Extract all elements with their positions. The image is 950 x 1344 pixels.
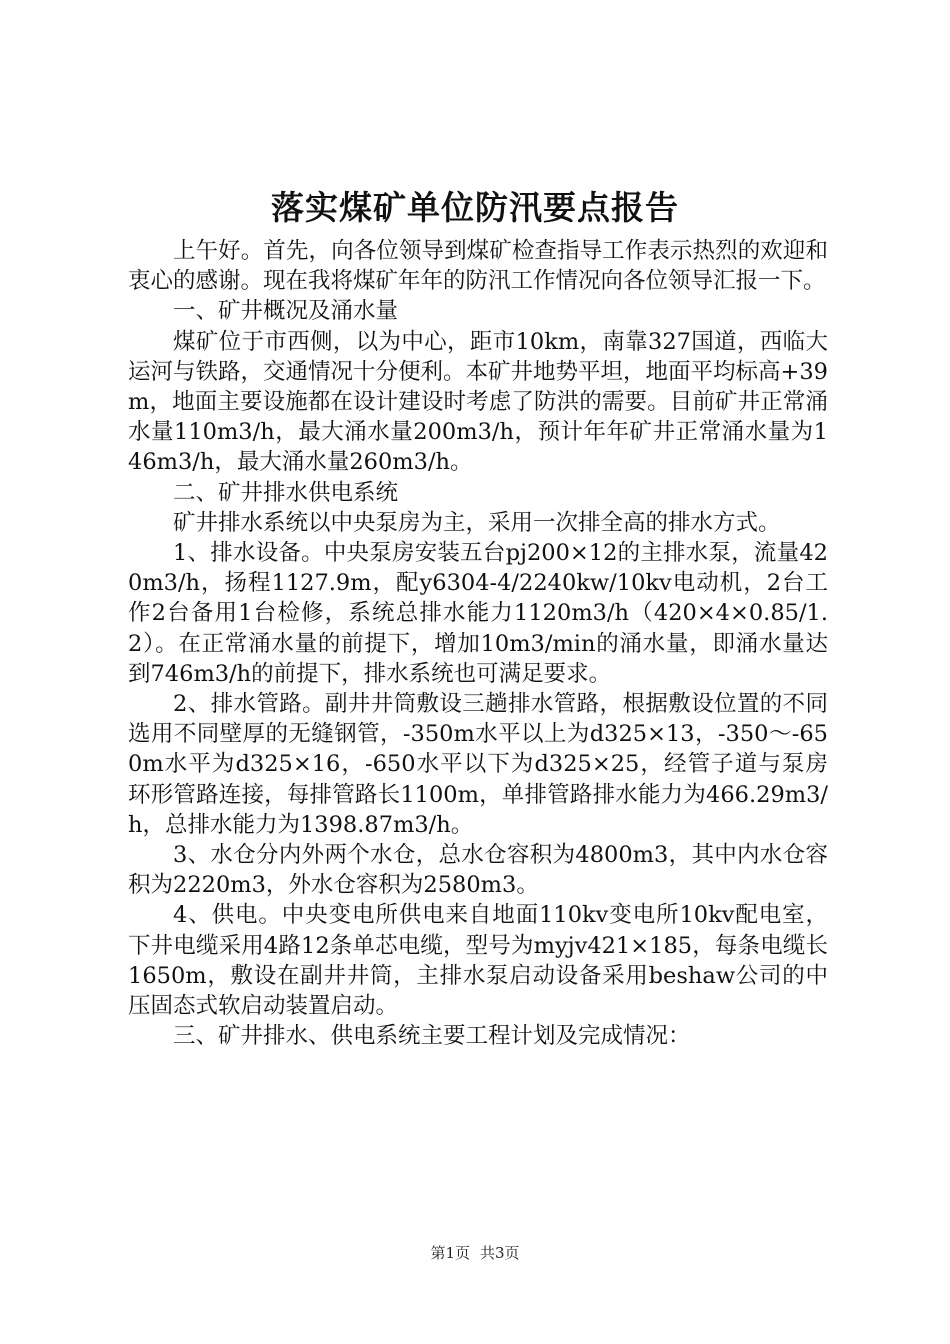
paragraph-intro: 上午好。首先，向各位领导到煤矿检查指导工作表示热烈的欢迎和衷心的感谢。现在我将煤矿年年的防汛工作情况向各位领导汇报一下。 [128, 238, 828, 295]
paragraph-water-sump: 3、水仓分内外两个水仓，总水仓容积为4800m3，其中内水仓容积为2220m3，外水仓容积为2580m3。 [128, 842, 828, 899]
page-footer [0, 1243, 950, 1263]
paragraph-mine-overview: 煤矿位于市西侧，以为中心，距市10km，南靠327国道，西临大运河与铁路，交通情况十分便利。本矿井地势平坦，地面平均标高+39m，地面主要设施都在设计建设时考虑了防洪的需要。目前矿井正常涌水量110m3/h，最大涌水量200m3/h，预计年年矿井正常涌水量为146m3/h，最大涌水量260m3/h。 [128, 328, 828, 476]
paragraph-drainage-system: 矿井排水系统以中央泵房为主，采用一次排全高的排水方式。 [173, 509, 781, 536]
page-number: 第1页 [430, 1244, 470, 1262]
heading-section-1: 一、矿井概况及涌水量 [173, 298, 399, 325]
page-total: 共3页 [480, 1244, 520, 1262]
paragraph-power-supply: 4、供电。中央变电所供电来自地面110kv变电所10kv配电室，下井电缆采用4路12条单芯电缆，型号为myjv421×185，每条电缆长1650m，敷设在副井井筒，主排水泵启动设备采用beshaw公司的中压固态式软启动装置启动。 [128, 902, 828, 1020]
heading-section-2: 二、矿井排水供电系统 [173, 479, 399, 506]
heading-section-3: 三、矿井排水、供电系统主要工程计划及完成情况： [173, 1023, 691, 1050]
document-title: 落实煤矿单位防汛要点报告 [271, 188, 679, 227]
paragraph-drainage-pipes: 2、排水管路。副井井筒敷设三趟排水管路，根据敷设位置的不同选用不同壁厚的无缝钢管，-350m水平以上为d325×13，-350～-650m水平为d325×16，-650水平以下为d325×25，经管子道与泵房环形管路连接，每排管路长1100m，单排管路排水能力为466.29m3/h，总排水能力为1398.87m3/h。 [128, 691, 828, 838]
document-body [128, 236, 828, 1051]
paragraph-drainage-equipment: 1、排水设备。中央泵房安装五台pj200×12的主排水泵，流量420m3/h，扬程1127.9m，配y6304-4/2240kw/10kv电动机，2台工作2台备用1台检修，系统总排水能力1120m3/h（420×4×0.85/1.2）。在正常涌水量的前提下，增加10m3/min的涌水量，即涌水量达到746m3/h的前提下，排水系统也可满足要求。 [128, 540, 828, 687]
